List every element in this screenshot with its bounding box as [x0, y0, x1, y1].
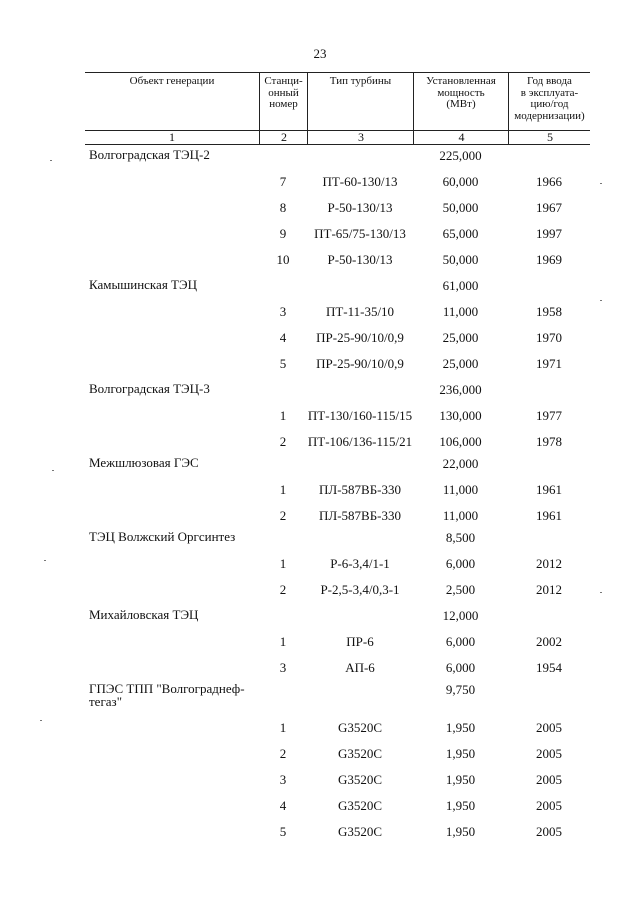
commission-year: 1997: [536, 226, 562, 241]
station-number: 1: [279, 556, 287, 571]
turbine-type: ПТ-106/136-115/21: [307, 434, 413, 449]
installed-capacity: 1,950: [445, 798, 476, 813]
object-name: Михайловская ТЭЦ: [89, 607, 199, 622]
page-number: 23: [313, 46, 327, 61]
station-number: 10: [276, 252, 290, 267]
header-object: Объект генерации: [129, 75, 215, 87]
commission-year: 2005: [536, 720, 562, 735]
header-year: Год ввода в эксплуата- цию/год модернизации): [508, 73, 590, 130]
commission-year: 1954: [536, 660, 562, 675]
turbine-type: ПР-6: [346, 634, 374, 649]
station-number: 3: [279, 772, 287, 787]
commission-year: 2012: [536, 582, 562, 597]
installed-capacity: 6,000: [445, 556, 476, 571]
commission-year: 1966: [536, 174, 562, 189]
station-number: 5: [279, 356, 287, 371]
scan-mark: [600, 592, 602, 593]
installed-capacity: 12,000: [442, 608, 479, 623]
installed-capacity: 11,000: [442, 482, 479, 497]
installed-capacity: 11,000: [442, 508, 479, 523]
table-header: [85, 72, 590, 131]
station-number: 1: [279, 634, 287, 649]
station-number: 4: [279, 798, 287, 813]
scan-mark: [40, 720, 42, 721]
installed-capacity: 130,000: [439, 408, 482, 423]
turbine-type: ПЛ-587ВБ-330: [319, 482, 401, 497]
installed-capacity: 11,000: [442, 304, 479, 319]
turbine-type: Р-2,5-3,4/0,3-1: [320, 582, 400, 597]
commission-year: 2005: [536, 746, 562, 761]
station-number: 4: [279, 330, 287, 345]
station-number: 2: [279, 434, 287, 449]
object-name: Волгоградская ТЭЦ-3: [89, 381, 210, 396]
installed-capacity: 50,000: [442, 252, 479, 267]
commission-year: 1961: [536, 508, 562, 523]
turbine-type: ПЛ-587ВБ-330: [319, 508, 401, 523]
station-number: 8: [279, 200, 287, 215]
column-number-row: [85, 131, 590, 145]
scan-mark: [50, 160, 52, 161]
column-number: 3: [307, 131, 414, 144]
installed-capacity: 1,950: [445, 746, 476, 761]
column-number: 2: [259, 131, 308, 144]
turbine-type: G3520C: [337, 772, 383, 787]
scan-mark: [600, 183, 602, 184]
commission-year: 2002: [536, 634, 562, 649]
station-number: 2: [279, 582, 287, 597]
installed-capacity: 25,000: [442, 330, 479, 345]
installed-capacity: 106,000: [439, 434, 482, 449]
header-capacity: Установленная мощность (МВт): [413, 73, 508, 130]
commission-year: 1978: [536, 434, 562, 449]
installed-capacity: 65,000: [442, 226, 479, 241]
turbine-type: Р-50-130/13: [327, 200, 393, 215]
commission-year: 2005: [536, 824, 562, 839]
installed-capacity: 9,750: [445, 682, 476, 697]
station-number: 1: [279, 482, 287, 497]
turbine-type: Р-6-3,4/1-1: [330, 556, 390, 571]
installed-capacity: 25,000: [442, 356, 479, 371]
commission-year: 1971: [536, 356, 562, 371]
turbine-type: G3520C: [337, 746, 383, 761]
turbine-type: G3520C: [337, 798, 383, 813]
station-number: 5: [279, 824, 287, 839]
installed-capacity: 22,000: [442, 456, 479, 471]
column-number: 1: [169, 130, 175, 144]
object-name: ГПЭС ТПП "Волгограднеф- тегаз": [89, 681, 245, 709]
header-station-number: Станци- онный номер: [259, 73, 307, 130]
turbine-type: ПТ-60-130/13: [322, 174, 398, 189]
object-name: Камышинская ТЭЦ: [89, 277, 197, 292]
installed-capacity: 6,000: [445, 660, 476, 675]
turbine-type: АП-6: [345, 660, 375, 675]
commission-year: 1970: [536, 330, 562, 345]
commission-year: 2012: [536, 556, 562, 571]
station-number: 9: [279, 226, 287, 241]
scan-mark: [44, 560, 46, 561]
installed-capacity: 236,000: [439, 382, 482, 397]
station-number: 3: [279, 304, 287, 319]
station-number: 1: [279, 720, 287, 735]
installed-capacity: 61,000: [442, 278, 479, 293]
commission-year: 1961: [536, 482, 562, 497]
commission-year: 2005: [536, 798, 562, 813]
object-name: Волгоградская ТЭЦ-2: [89, 147, 210, 162]
commission-year: 1967: [536, 200, 562, 215]
turbine-type: ПТ-11-35/10: [325, 304, 395, 319]
installed-capacity: 225,000: [439, 148, 482, 163]
station-number: 2: [279, 508, 287, 523]
commission-year: 1958: [536, 304, 562, 319]
installed-capacity: 50,000: [442, 200, 479, 215]
commission-year: 2005: [536, 772, 562, 787]
commission-year: 1969: [536, 252, 562, 267]
column-number: 4: [413, 131, 509, 144]
installed-capacity: 2,500: [445, 582, 476, 597]
installed-capacity: 8,500: [445, 530, 476, 545]
scan-mark: [52, 470, 54, 471]
station-number: 3: [279, 660, 287, 675]
installed-capacity: 1,950: [445, 772, 476, 787]
turbine-type: ПТ-130/160-115/15: [307, 408, 413, 423]
object-name: Межшлюзовая ГЭС: [89, 455, 199, 470]
installed-capacity: 1,950: [445, 824, 476, 839]
installed-capacity: 60,000: [442, 174, 479, 189]
header-turbine-type: Тип турбины: [307, 73, 413, 130]
turbine-type: ПР-25-90/10/0,9: [316, 330, 404, 345]
turbine-type: G3520C: [337, 720, 383, 735]
installed-capacity: 6,000: [445, 634, 476, 649]
station-number: 2: [279, 746, 287, 761]
object-name: ТЭЦ Волжский Оргсинтез: [89, 529, 236, 544]
turbine-type: ПР-25-90/10/0,9: [316, 356, 404, 371]
generation-table: [85, 72, 590, 839]
station-number: 1: [279, 408, 287, 423]
installed-capacity: 1,950: [445, 720, 476, 735]
turbine-type: Р-50-130/13: [327, 252, 393, 267]
turbine-type: ПТ-65/75-130/13: [314, 226, 406, 241]
scan-mark: [600, 300, 602, 301]
station-number: 7: [279, 174, 287, 189]
column-number: 5: [508, 131, 591, 144]
commission-year: 1977: [536, 408, 562, 423]
turbine-type: G3520C: [337, 824, 383, 839]
